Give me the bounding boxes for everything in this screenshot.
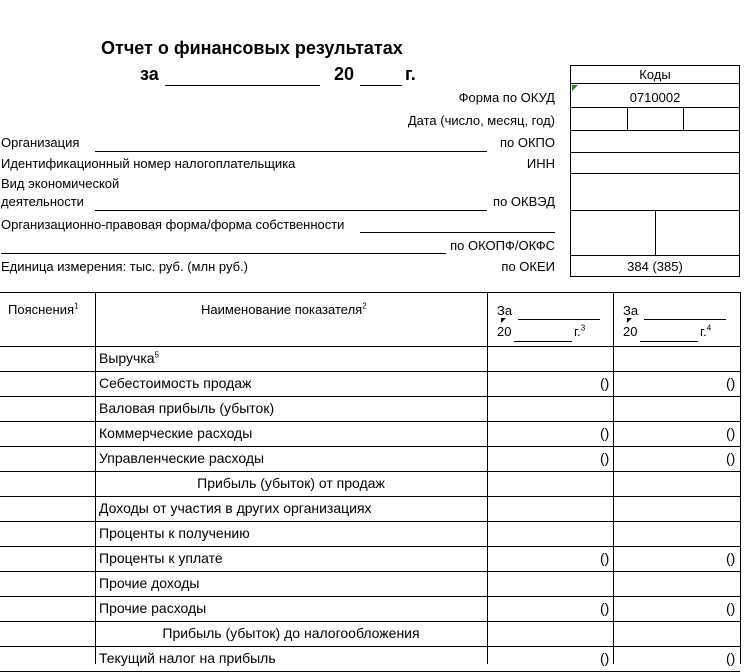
codes-header: Коды <box>639 67 671 82</box>
row-value-col3[interactable] <box>488 397 613 421</box>
col3-year-field[interactable] <box>514 341 572 342</box>
okopf-label: по ОКОПФ/ОКФС <box>450 238 555 253</box>
okpo-label: по ОКПО <box>499 135 555 150</box>
row-paren-col4: () <box>726 425 736 441</box>
row-value-col4[interactable] <box>614 397 740 421</box>
row-value-col4[interactable] <box>614 422 740 446</box>
row-value-col4[interactable] <box>614 372 740 396</box>
inn-label: ИНН <box>526 156 555 171</box>
title-year-prefix: 20 <box>334 64 355 84</box>
row-value-col4[interactable] <box>614 522 740 546</box>
okved-label: по ОКВЭД <box>493 194 555 209</box>
row-label: Себестоимость продаж <box>99 375 252 391</box>
row-paren-col4: () <box>726 600 736 616</box>
row-value-col3[interactable] <box>488 522 613 546</box>
row-value-col3[interactable] <box>488 472 613 496</box>
title-za: за <box>140 64 159 84</box>
col4-period-field[interactable] <box>644 319 726 320</box>
row-value-col3[interactable] <box>488 347 613 371</box>
col4-za: За <box>623 303 639 318</box>
title-year-suffix: г. <box>405 64 416 84</box>
activity-field[interactable] <box>95 210 487 211</box>
col3-marker <box>501 318 506 323</box>
col4-g: г.$^4$ <box>700 323 712 339</box>
col3-za: За <box>497 303 513 318</box>
date-day-cell[interactable] <box>571 108 627 130</box>
activity-label-1: Вид экономической <box>1 176 120 191</box>
row-value-col4[interactable] <box>614 622 740 646</box>
inn-cell[interactable] <box>571 153 739 173</box>
row-label: Управленческие расходы <box>99 450 265 466</box>
year-field[interactable] <box>360 85 402 86</box>
row-paren-col4: () <box>726 375 736 391</box>
row-value-col3[interactable] <box>488 622 613 646</box>
okfs-cell[interactable] <box>656 211 739 255</box>
row-paren-col4: () <box>726 650 736 666</box>
okud-value: 0710002 <box>629 90 681 105</box>
col4-marker <box>627 318 632 323</box>
row-paren-col3: () <box>600 425 610 441</box>
row-paren-col4: () <box>726 450 736 466</box>
date-label: Дата (число, месяц, год) <box>407 113 555 128</box>
row-value-col3[interactable] <box>488 547 613 571</box>
org-label: Организация <box>1 135 80 150</box>
okei-value: 384 (385) <box>627 259 683 274</box>
row-label: Прибыль (убыток) от продаж <box>197 475 385 491</box>
row-value-col4[interactable] <box>614 447 740 471</box>
unit-label: Единица измерения: тыс. руб. (млн руб.) <box>1 259 248 274</box>
col4-year: 20 <box>623 324 638 339</box>
col3-period-field[interactable] <box>518 319 600 320</box>
row-value-col4[interactable] <box>614 597 740 621</box>
row-value-col3[interactable] <box>488 497 613 521</box>
row-label: Прочие доходы <box>99 575 200 591</box>
row-value-col4[interactable] <box>614 572 740 596</box>
col-notes-header: Пояснения$^1$ <box>8 301 79 317</box>
row-paren-col3: () <box>600 600 610 616</box>
okud-label: Форма по ОКУД <box>458 90 555 105</box>
legal-form-field-1[interactable] <box>360 232 555 233</box>
row-paren-col3: () <box>600 375 610 391</box>
row-label: Выручка$^5$ <box>99 350 159 366</box>
okved-cell[interactable] <box>571 174 739 210</box>
row-paren-col4: () <box>726 550 736 566</box>
okopf-cell[interactable] <box>571 211 655 255</box>
row-value-col3[interactable] <box>488 647 613 671</box>
row-value-col3[interactable] <box>488 597 613 621</box>
org-field[interactable] <box>95 151 487 152</box>
row-label: Проценты к получению <box>99 525 250 541</box>
row-value-col4[interactable] <box>614 497 740 521</box>
row-value-col4[interactable] <box>614 547 740 571</box>
row-value-col4[interactable] <box>614 347 740 371</box>
row-label: Валовая прибыль (убыток) <box>99 400 275 416</box>
report-title: Отчет о финансовых результатах <box>101 38 403 58</box>
table-top-border <box>0 292 740 293</box>
okei-label: по ОКЕИ <box>501 259 555 274</box>
okpo-cell[interactable] <box>571 131 739 152</box>
activity-label-2: деятельности <box>1 194 84 209</box>
col3-g: г.$^3$ <box>574 323 586 339</box>
col4-year-field[interactable] <box>640 341 698 342</box>
col3-year: 20 <box>497 324 512 339</box>
row-label: Прочие расходы <box>99 600 207 616</box>
row-value-col3[interactable] <box>488 572 613 596</box>
row-value-col3[interactable] <box>488 372 613 396</box>
row-value-col3[interactable] <box>488 447 613 471</box>
row-paren-col3: () <box>600 650 610 666</box>
date-year-cell[interactable] <box>684 108 739 130</box>
row-paren-col3: () <box>600 450 610 466</box>
row-label: Доходы от участия в других организациях <box>99 500 372 516</box>
date-month-cell[interactable] <box>628 108 683 130</box>
legal-form-field-2[interactable] <box>1 253 446 254</box>
legal-form-label: Организационно-правовая форма/форма собственности <box>1 217 345 232</box>
col-name-header: Наименование показателя$^2$ <box>201 301 367 317</box>
row-value-col4[interactable] <box>614 647 740 671</box>
row-paren-col3: () <box>600 550 610 566</box>
row-label: Прибыль (убыток) до налогообложения <box>162 625 420 641</box>
row-value-col4[interactable] <box>614 472 740 496</box>
row-value-col3[interactable] <box>488 422 613 446</box>
row-label: Коммерческие расходы <box>99 425 253 441</box>
row-label: Проценты к уплате <box>99 550 223 566</box>
inn-full-label: Идентификационный номер налогоплательщика <box>1 156 296 171</box>
row-label: Текущий налог на прибыль <box>99 650 276 666</box>
period-field[interactable] <box>165 85 320 86</box>
